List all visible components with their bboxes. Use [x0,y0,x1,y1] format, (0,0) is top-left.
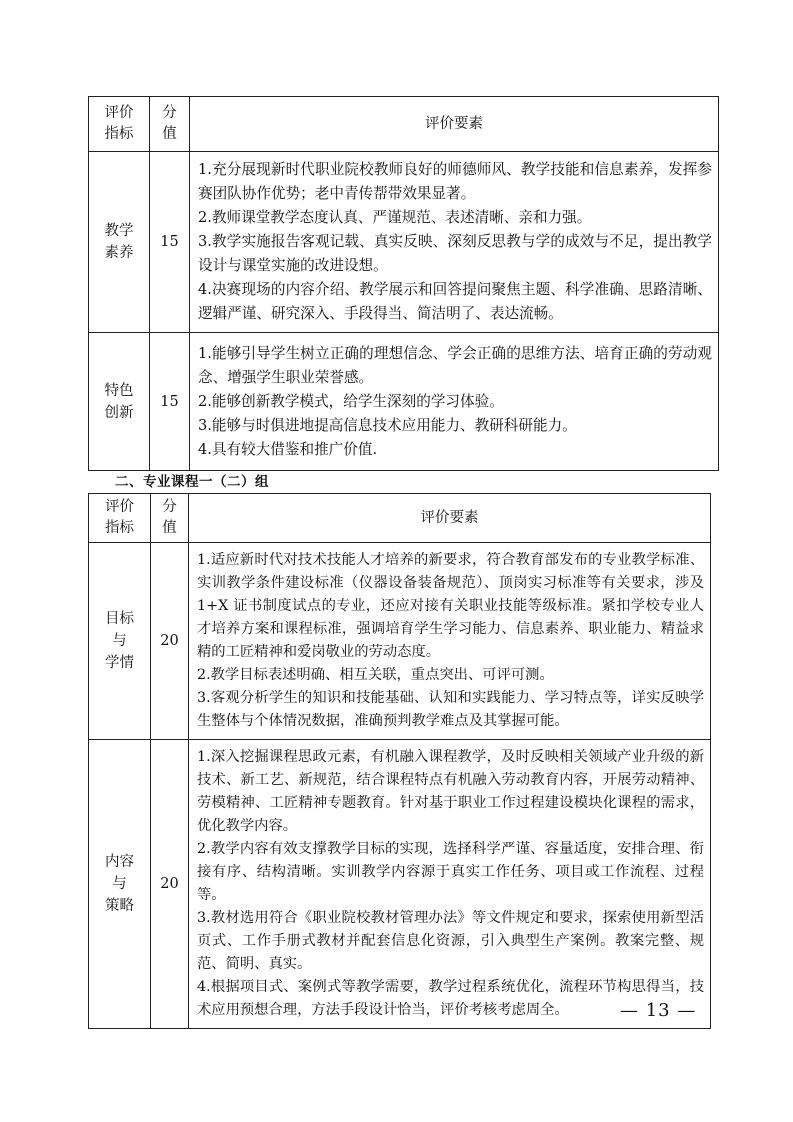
indicator-line: 创新 [104,404,134,421]
requirements-cell [189,740,711,1029]
requirement-item: 2.教学内容有效支撑教学目标的实现，选择科学严谨、容量适度，安排合理、衔接有序、结构清晰。实训教学内容源于真实工作任务、项目或工作流程、过程等。 [197,841,704,903]
requirement-item: 2.教学目标表述明确、相互关联，重点突出、可评可测。 [197,667,554,683]
requirement-item: 1.能够引导学生树立正确的理想信念、学会正确的思维方法、培育正确的劳动观念、增强学生职业荣誉感。 [198,344,712,386]
indicator-line: 与 [112,876,127,892]
table-header-row [89,97,719,152]
table-row [89,543,711,740]
requirement-item: 2.能够创新教学模式，给学生深刻的学习体验。 [198,392,504,410]
header-score-line: 值 [162,126,177,142]
indicator-line: 素养 [104,245,134,261]
requirement-item: 1.适应新时代对技术技能人才培养的新要求，符合教育部发布的专业教学标准、实训教学条件建设标准（仪器设备装备规范）、顶岗实习标准等有关要求，涉及 1+X 证书制度试点的专业，还应对接有关职业技能等级标准。紧扣学校专业人才培养方案和课程标准，强调培育学生学习能力、信息素养、职业能力、精益求精的工匠精神和爱岗敬业的劳动态度。 [197,552,704,660]
header-score-line: 分 [162,105,177,121]
indicator-line: 目标 [105,611,134,627]
requirement-item: 3.客观分析学生的知识和技能基础、认知和实践能力、学习特点等，详实反映学生整体与个体情况数据，准确预判教学难点及其掌握可能。 [197,690,704,729]
requirement-item: 4.具有较大借鉴和推广价值. [198,440,378,458]
header-indicator-line: 指标 [105,520,134,536]
header-indicator [89,97,150,152]
requirement-item: 4.决赛现场的内容介绍、教学展示和回答提问聚焦主题、科学准确、思路清晰、逻辑严谨、研究深入、手段得当、简洁明了、表达流畅。 [198,281,712,322]
indicator-line: 策略 [105,898,134,914]
requirements-cell [189,543,711,740]
requirement-item: 2.教师课堂教学态度认真、严谨规范、表述清晰、亲和力强。 [198,209,592,226]
header-indicator-line: 指标 [104,126,134,142]
header-score [150,97,190,152]
header-requirements: 评价要素 [190,97,719,152]
header-score-line: 值 [162,520,177,536]
requirement-item: 4.根据项目式、案例式等教学需要，教学过程系统优化，流程环节构思得当，技术应用预想合理，方法手段设计恰当，评价考核考虑周全。 [197,979,704,1018]
score-cell: 15 [150,152,190,333]
score-cell: 20 [151,740,189,1029]
indicator-line: 特色 [104,382,134,399]
score-cell: 15 [150,333,190,471]
header-requirements: 评价要素 [189,494,711,543]
requirement-item: 3.教学实施报告客观记载、真实反映、深刻反思教与学的成效与不足，提出教学设计与课堂实施的改进设想。 [198,233,712,274]
header-indicator-line: 评价 [105,499,134,515]
section-heading: 二、专业课程一（二）组 [115,474,269,490]
table-row [89,333,719,471]
indicator-line: 学情 [105,655,134,671]
header-score-line: 分 [162,499,177,515]
requirements-cell [190,333,719,471]
indicator-cell [89,152,150,333]
evaluation-table-1 [88,96,719,471]
indicator-cell [89,333,150,471]
requirement-item: 3.能够与时俱进地提高信息技术应用能力、教研科研能力。 [198,416,577,434]
indicator-line: 教学 [104,223,134,239]
requirements-cell [190,152,719,333]
requirement-item: 1.充分展现新时代职业院校教师良好的师德师风、教学技能和信息素养，发挥参赛团队协作优势；老中青传帮带效果显著。 [198,161,712,202]
header-score [151,494,189,543]
indicator-cell [89,740,151,1029]
table-row [89,740,711,1029]
header-indicator [89,494,151,543]
indicator-line: 内容 [105,854,134,870]
table-row [89,152,719,333]
table-header-row [89,494,711,543]
evaluation-table-2 [88,493,711,1029]
requirement-item: 1.深入挖掘课程思政元素，有机融入课程教学，及时反映相关领域产业升级的新技术、新工艺、新规范，结合课程特点有机融入劳动教育内容，开展劳动精神、劳模精神、工匠精神专题教育。针对基于职业工作过程建设模块化课程的需求，优化教学内容。 [197,749,704,834]
indicator-cell [89,543,151,740]
header-indicator-line: 评价 [104,105,134,121]
score-cell: 20 [151,543,189,740]
requirement-item: 3.教材选用符合《职业院校教材管理办法》等文件规定和要求，探索使用新型活页式、工作手册式教材并配套信息化资源，引入典型生产案例。教案完整、规范、简明、真实。 [197,910,704,972]
page-number: — 13 — [620,1000,697,1021]
indicator-line: 与 [112,633,127,649]
